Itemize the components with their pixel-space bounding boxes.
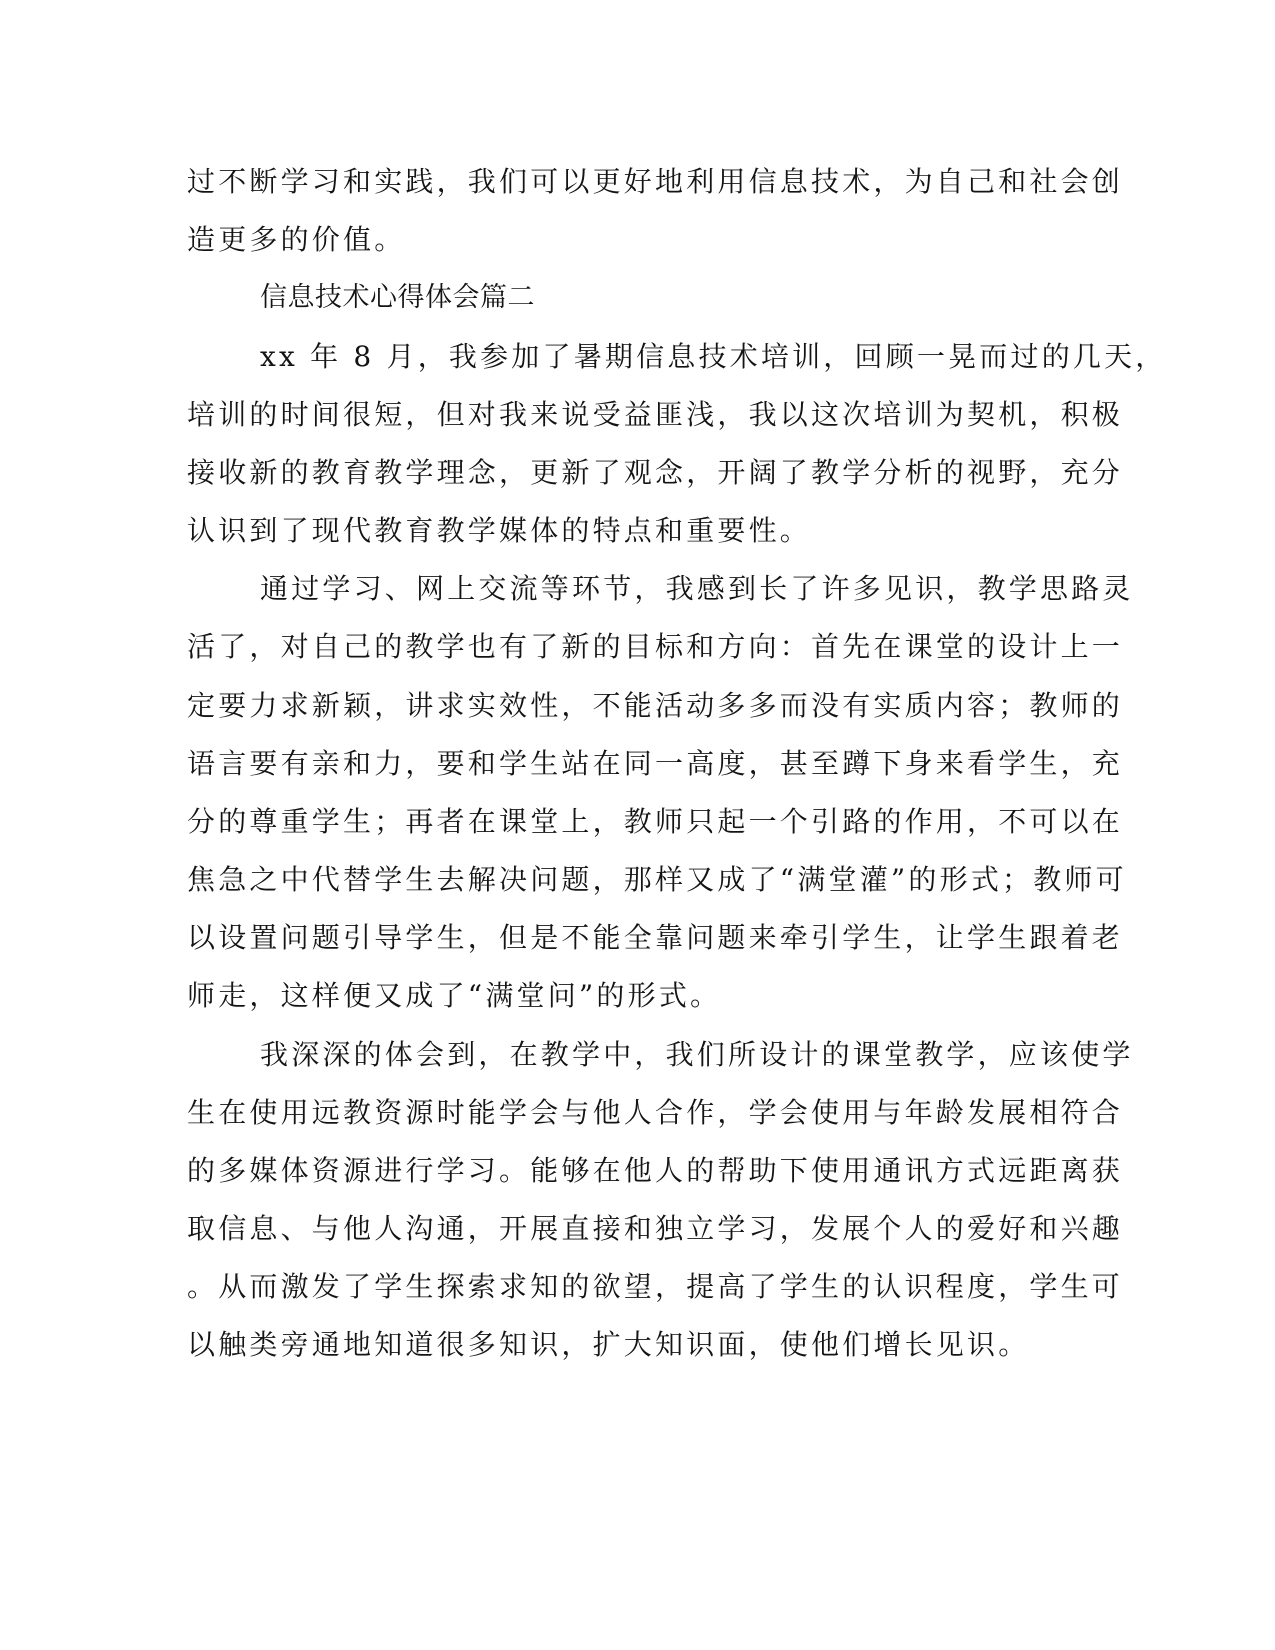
text-line: 造更多的价值。: [187, 223, 406, 256]
text-line: 活了，对自己的教学也有了新的目标和方向：首先在课堂的设计上一: [187, 630, 1124, 663]
text-line: 语言要有亲和力，要和学生站在同一高度，甚至蹲下身来看学生，充: [187, 747, 1124, 780]
text-line: xx 年 8 月，我参加了暑期信息技术培训，回顾一晃而过的几天，: [260, 340, 1167, 373]
text-line: 分的尊重学生；再者在课堂上，教师只起一个引路的作用，不可以在: [187, 805, 1124, 838]
text-line: 定要力求新颖，讲求实效性，不能活动多多而没有实质内容；教师的: [187, 689, 1124, 722]
section-heading: 信息技术心得体会篇二: [260, 282, 535, 313]
text-line: 以触类旁通地知道很多知识，扩大知识面，使他们增长见识。: [187, 1328, 1030, 1361]
text-line: 我深深的体会到，在教学中，我们所设计的课堂教学，应该使学: [260, 1038, 1134, 1071]
text-line: 。从而激发了学生探索求知的欲望，提高了学生的认识程度，学生可: [187, 1270, 1124, 1303]
text-line: 取信息、与他人沟通，开展直接和独立学习，发展个人的爱好和兴趣: [187, 1212, 1124, 1245]
text-line: 焦急之中代替学生去解决问题，那样又成了“满堂灌”的形式；教师可: [187, 863, 1127, 896]
text-line: 接收新的教育教学理念，更新了观念，开阔了教学分析的视野，充分: [187, 456, 1124, 489]
text-line: 过不断学习和实践，我们可以更好地利用信息技术，为自己和社会创: [187, 165, 1124, 198]
text-line: 的多媒体资源进行学习。能够在他人的帮助下使用通讯方式远距离获: [187, 1154, 1124, 1187]
text-line: 以设置问题引导学生，但是不能全靠问题来牵引学生，让学生跟着老: [187, 921, 1124, 954]
text-line: 通过学习、网上交流等环节，我感到长了许多见识，教学思路灵: [260, 572, 1134, 605]
text-line: 认识到了现代教育教学媒体的特点和重要性。: [187, 514, 812, 547]
text-line: 培训的时间很短，但对我来说受益匪浅，我以这次培训为契机，积极: [187, 398, 1124, 431]
text-line: 生在使用远教资源时能学会与他人合作，学会使用与年龄发展相符合: [187, 1096, 1124, 1129]
text-line: 师走，这样便又成了“满堂问”的形式。: [187, 979, 722, 1012]
